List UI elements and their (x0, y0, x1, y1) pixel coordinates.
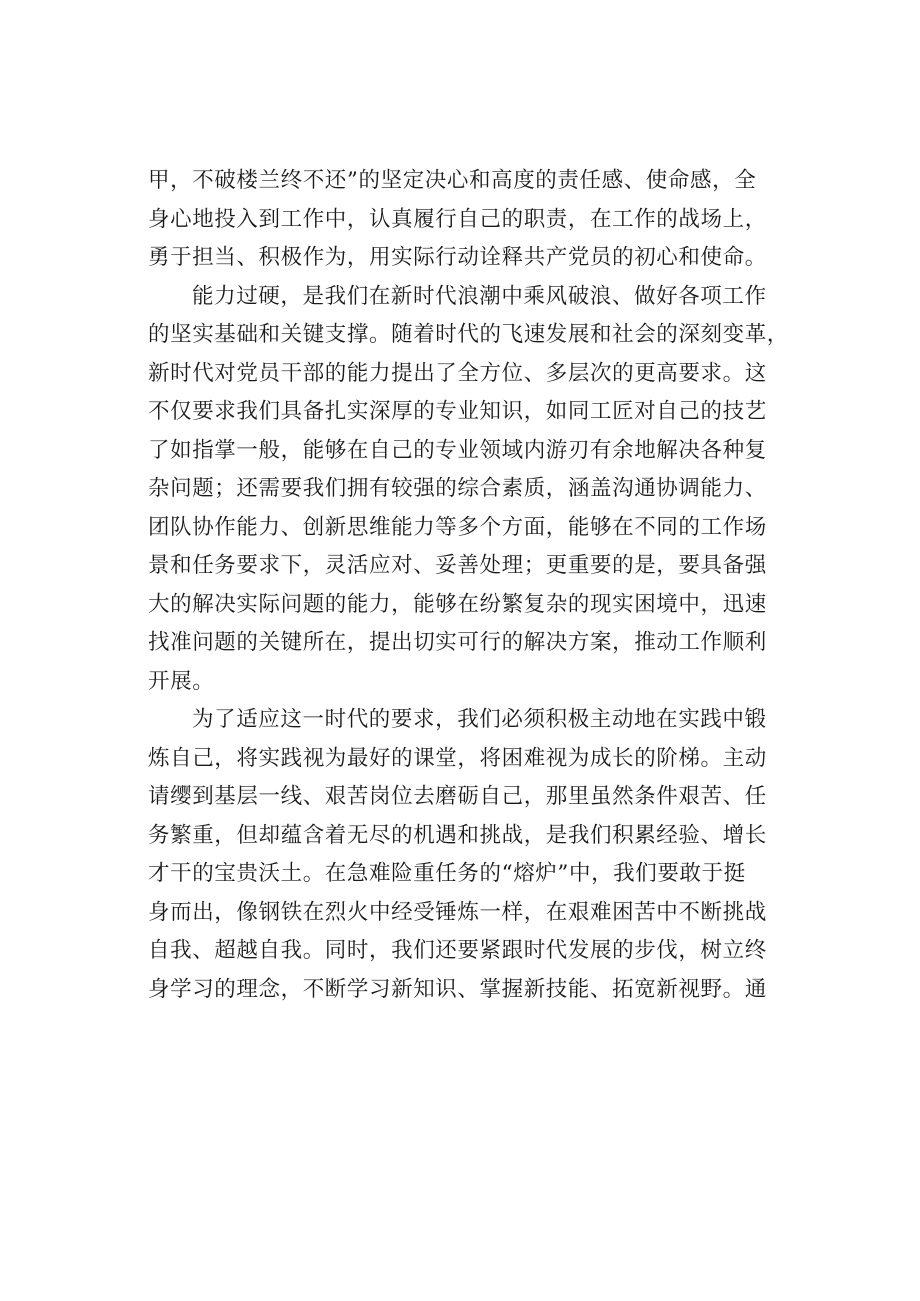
text-line: 景和任务要求下，灵活应对、妥善处理；更重要的是，要具备强 (148, 553, 767, 578)
text-line: 杂问题；还需要我们拥有较强的综合素质，涵盖沟通协调能力、 (148, 476, 767, 501)
text-line: 大的解决实际问题的能力，能够在纷繁复杂的现实困境中，迅速 (148, 591, 767, 617)
text-line: 身心地投入到工作中，认真履行自己的职责，在工作的战场上， (148, 206, 767, 232)
text-line: 了如指掌一般，能够在自己的专业领域内游刃有余地解决各种复 (148, 437, 767, 463)
text-line: 不仅要求我们具备扎实深厚的专业知识，如同工匠对自己的技艺 (148, 399, 767, 424)
text-line: 的坚实基础和关键支撑。随着时代的飞速发展和社会的深刻变革， (148, 322, 789, 347)
text-line: 新时代对党员干部的能力提出了全方位、多层次的更高要求。这 (148, 360, 767, 386)
text-line: 团队协作能力、创新思维能力等多个方面，能够在不同的工作场 (148, 514, 767, 540)
text-line: 身学习的理念，不断学习新知识、掌握新技能、拓宽新视野。通 (148, 976, 767, 1002)
text-line: 炼自己，将实践视为最好的课堂，将困难视为成长的阶梯。主动 (148, 745, 767, 771)
text-line: 身而出，像钢铁在烈火中经受锤炼一样，在艰难困苦中不断挑战 (148, 899, 767, 925)
text-line: 开展。 (148, 668, 215, 694)
paragraph-start-line: 能力过硬，是我们在新时代浪潮中乘风破浪、做好各项工作 (192, 283, 767, 309)
body-text (148, 162, 808, 1009)
text-line: 甲，不破楼兰终不还”的坚定决心和高度的责任感、使命感，全 (148, 168, 757, 193)
text-line: 勇于担当、积极作为，用实际行动诠释共产党员的初心和使命。 (148, 245, 767, 270)
text-line: 才干的宝贵沃土。在急难险重任务的“熔炉”中，我们要敢于挺 (148, 861, 746, 886)
text-line: 自我、超越自我。同时，我们还要紧跟时代发展的步伐，树立终 (148, 938, 767, 963)
text-line: 找准问题的关键所在，提出切实可行的解决方案，推动工作顺利 (148, 630, 767, 655)
paragraph-start-line: 为了适应这一时代的要求，我们必须积极主动地在实践中锻 (192, 707, 767, 732)
text-line: 务繁重，但却蕴含着无尽的机遇和挑战，是我们积累经验、增长 (148, 822, 767, 848)
text-line: 请缨到基层一线、艰苦岗位去磨砺自己，那里虽然条件艰苦、任 (148, 784, 767, 809)
